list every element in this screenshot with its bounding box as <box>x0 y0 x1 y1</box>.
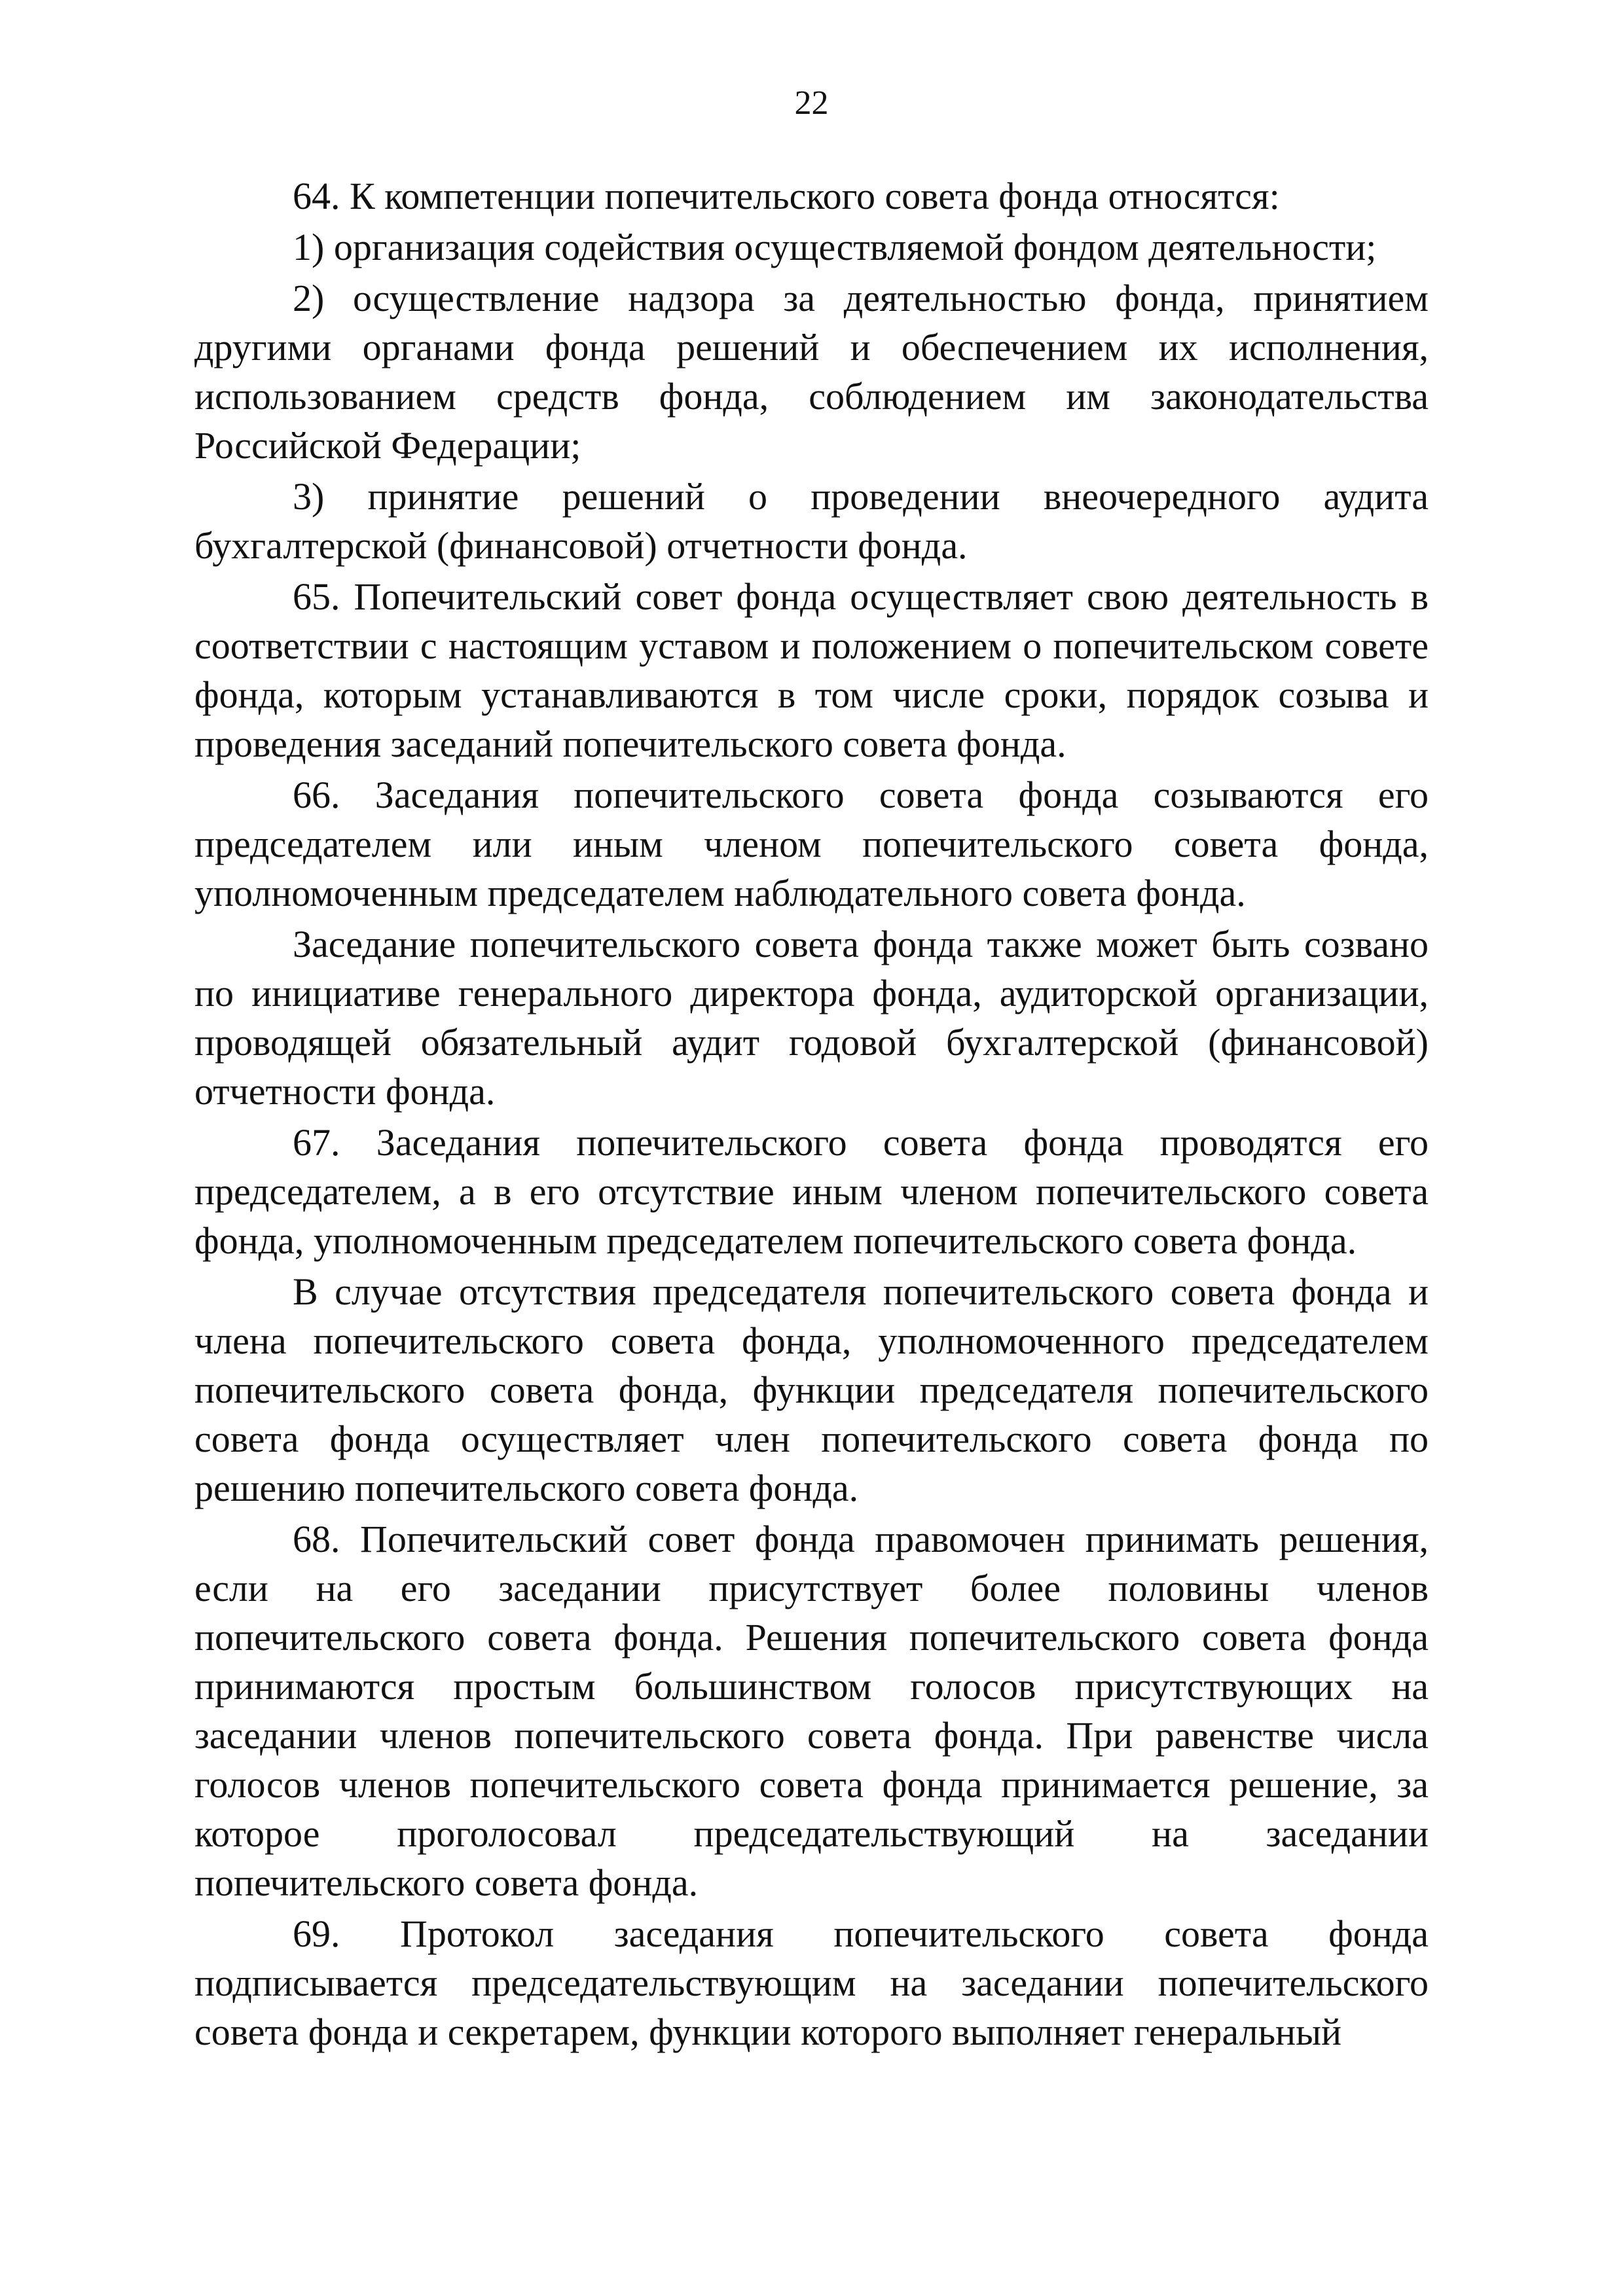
paragraph-67-continued: В случае отсутствия председателя попечительского совета фонда и члена попечительского совета фонда, уполномоченного председателем попечительского совета фонда, функции председателя попечительского совета фонда осуществляет член попечительского совета фонда по решению попечительского совета фонда. <box>194 1270 1429 1509</box>
paragraph-68: 68. Попечительский совет фонда правомочен принимать решения, если на его заседании присутствует более половины членов попечительского совета фонда. Решения попечительского совета фонда принимаются простым большинством голосов присутствующих на заседании членов попечительского совета фонда. При равенстве числа голосов членов попечительского совета фонда принимается решение, за которое проголосовал председательствующий на заседании попечительского совета фонда. <box>194 1518 1429 1904</box>
paragraph-69: 69. Протокол заседания попечительского совета фонда подписывается председательствующим на заседании попечительского совета фонда и секретарем, функции которого выполняет генеральный <box>194 1912 1429 2053</box>
paragraph-64-item-2: 2) осуществление надзора за деятельностью фонда, принятием другими органами фонда решений и обеспечением их исполнения, использованием средств фонда, соблюдением им законодательства Российской Федерации; <box>194 277 1429 467</box>
document-body <box>194 171 1429 2058</box>
page-number: 22 <box>794 84 829 122</box>
paragraph-66: 66. Заседания попечительского совета фонда созываются его председателем или иным членом попечительского совета фонда, уполномоченным председателем наблюдательного совета фонда. <box>194 774 1429 914</box>
paragraph-67: 67. Заседания попечительского совета фонда проводятся его председателем, а в его отсутствие иным членом попечительского совета фонда, уполномоченным председателем попечительского совета фонда. <box>194 1121 1429 1262</box>
paragraph-64-item-3: 3) принятие решений о проведении внеочередного аудита бухгалтерской (финансовой) отчетности фонда. <box>194 475 1429 567</box>
paragraph-65: 65. Попечительский совет фонда осуществляет свою деятельность в соответствии с настоящим уставом и положением о попечительском совете фонда, которым устанавливаются в том числе сроки, порядок созыва и проведения заседаний попечительского совета фонда. <box>194 575 1429 765</box>
paragraph-64: 64. К компетенции попечительского совета фонда относятся: <box>293 175 1280 217</box>
paragraph-64-item-1: 1) организация содействия осуществляемой фондом деятельности; <box>293 226 1377 268</box>
paragraph-66-continued: Заседание попечительского совета фонда также может быть созвано по инициативе генерального директора фонда, аудиторской организации, проводящей обязательный аудит годовой бухгалтерской (финансовой) отчетности фонда. <box>194 923 1429 1113</box>
